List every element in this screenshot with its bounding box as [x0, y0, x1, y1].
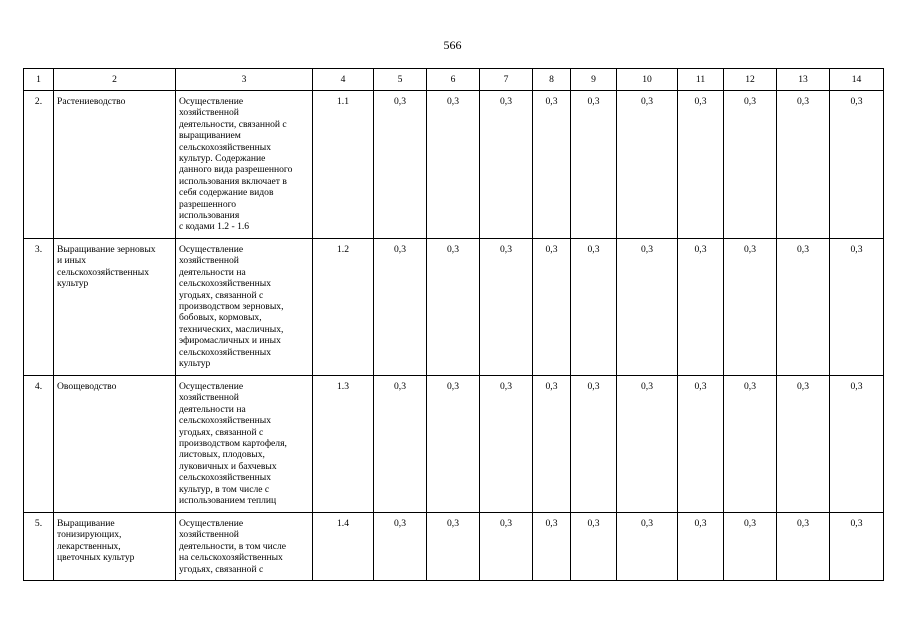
value-cell: 0,3: [480, 239, 533, 376]
value-cell: 0,3: [724, 376, 777, 513]
use-description-text: Осуществление хозяйственной деятельности, связанной с выращиванием сельскохозяйственных культур. Содержание данного вида разрешенного использования включает в себя содержание видов разрешенного использования с кодами 1.2 - 1.6: [179, 96, 293, 233]
header-cell: 9: [571, 69, 617, 91]
value-cell: 0,3: [374, 376, 427, 513]
header-cell: 14: [830, 69, 884, 91]
value-cell: 0,3: [678, 376, 724, 513]
value-cell: 0,3: [533, 376, 571, 513]
use-code: 1.3: [313, 376, 374, 513]
header-cell: 5: [374, 69, 427, 91]
table-row: [24, 91, 884, 239]
header-cell: 11: [678, 69, 724, 91]
use-code: 1.2: [313, 239, 374, 376]
value-cell: 0,3: [777, 376, 830, 513]
value-cell: 0,3: [777, 91, 830, 239]
header-cell: 7: [480, 69, 533, 91]
use-name-text: Выращивание зерновых и иных сельскохозяйственных культур: [57, 244, 156, 290]
value-cell: 0,3: [617, 91, 678, 239]
value-cell: 0,3: [724, 513, 777, 581]
value-cell: 0,3: [830, 239, 884, 376]
value-cell: 0,3: [374, 513, 427, 581]
use-name: [54, 513, 176, 581]
use-description: [176, 513, 313, 581]
header-cell: 6: [427, 69, 480, 91]
value-cell: 0,3: [374, 91, 427, 239]
value-cell: 0,3: [617, 513, 678, 581]
value-cell: 0,3: [678, 239, 724, 376]
use-description-text: Осуществление хозяйственной деятельности на сельскохозяйственных угодьях, связанной с производством картофеля, листовых, плодовых, луковичных и бахчевых сельскохозяйственных культур, в том числе с использованием теплиц: [179, 381, 287, 507]
use-description: [176, 376, 313, 513]
value-cell: 0,3: [617, 239, 678, 376]
table-row: [24, 513, 884, 581]
row-number: 4.: [24, 376, 54, 513]
land-use-table: [23, 68, 884, 581]
header-row: [24, 69, 884, 91]
use-name-text: Выращивание тонизирующих, лекарственных, цветочных культур: [57, 518, 135, 564]
value-cell: 0,3: [571, 376, 617, 513]
header-cell: 12: [724, 69, 777, 91]
value-cell: 0,3: [724, 91, 777, 239]
value-cell: 0,3: [724, 239, 777, 376]
header-cell: 2: [54, 69, 176, 91]
use-name: [54, 376, 176, 513]
use-code: 1.4: [313, 513, 374, 581]
value-cell: 0,3: [480, 91, 533, 239]
value-cell: 0,3: [533, 513, 571, 581]
use-code: 1.1: [313, 91, 374, 239]
value-cell: 0,3: [617, 376, 678, 513]
value-cell: 0,3: [427, 91, 480, 239]
value-cell: 0,3: [374, 239, 427, 376]
value-cell: 0,3: [777, 513, 830, 581]
use-description: [176, 239, 313, 376]
row-number: 3.: [24, 239, 54, 376]
table-row: [24, 239, 884, 376]
use-description-text: Осуществление хозяйственной деятельности на сельскохозяйственных угодьях, связанной с производством зерновых, бобовых, кормовых, технических, масличных, эфиромасличных и иных сельскохозяйственных культур: [179, 244, 284, 370]
value-cell: 0,3: [830, 91, 884, 239]
use-name-text: Растениеводство: [57, 96, 126, 107]
value-cell: 0,3: [777, 239, 830, 376]
value-cell: 0,3: [678, 513, 724, 581]
use-name-text: Овощеводство: [57, 381, 117, 392]
header-cell: 8: [533, 69, 571, 91]
header-cell: 10: [617, 69, 678, 91]
value-cell: 0,3: [427, 239, 480, 376]
header-cell: 1: [24, 69, 54, 91]
value-cell: 0,3: [533, 91, 571, 239]
header-cell: 4: [313, 69, 374, 91]
use-description-text: Осуществление хозяйственной деятельности, в том числе на сельскохозяйственных угодьях, связанной с: [179, 518, 287, 575]
table-row: [24, 376, 884, 513]
header-cell: 3: [176, 69, 313, 91]
value-cell: 0,3: [533, 239, 571, 376]
value-cell: 0,3: [830, 376, 884, 513]
value-cell: 0,3: [480, 513, 533, 581]
value-cell: 0,3: [571, 239, 617, 376]
value-cell: 0,3: [571, 91, 617, 239]
row-number: 2.: [24, 91, 54, 239]
use-name: [54, 91, 176, 239]
header-cell: 13: [777, 69, 830, 91]
use-description: [176, 91, 313, 239]
value-cell: 0,3: [830, 513, 884, 581]
row-number: 5.: [24, 513, 54, 581]
use-name: [54, 239, 176, 376]
value-cell: 0,3: [427, 376, 480, 513]
value-cell: 0,3: [480, 376, 533, 513]
value-cell: 0,3: [427, 513, 480, 581]
value-cell: 0,3: [571, 513, 617, 581]
page-number: 566: [443, 38, 462, 52]
value-cell: 0,3: [678, 91, 724, 239]
